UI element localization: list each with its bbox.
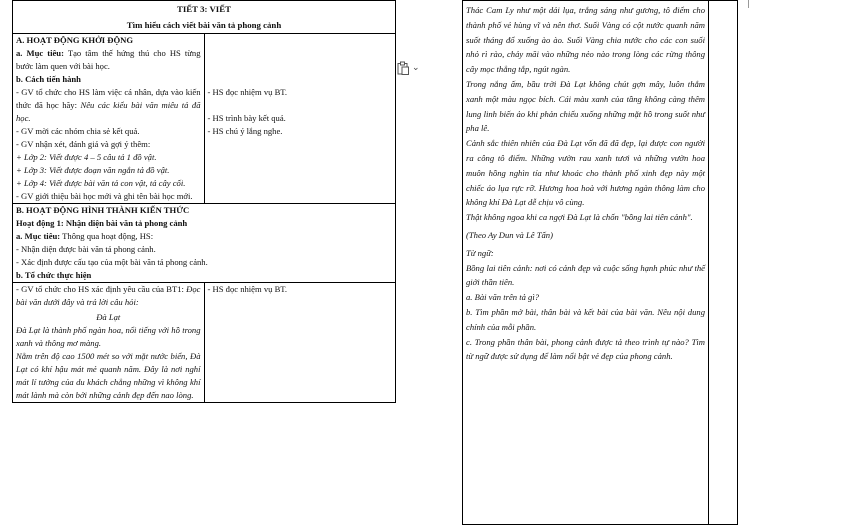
passage-author: (Theo Ay Dun và Lê Tấn)	[466, 229, 553, 240]
hint-grade-2: + Lớp 2: Viết được 4 – 5 câu tả 1 đồ vật.	[16, 152, 157, 162]
question-c: c. Trong phần thân bài, phong cảnh được tả theo trình tự nào? Tìm từ ngữ được sử dụng để làm nổi bật vẻ đẹp của phong cảnh.	[466, 336, 705, 362]
step-1	[16, 86, 201, 125]
passage-continued-cell	[463, 1, 709, 525]
chevron-down-icon: ⌄	[412, 63, 420, 73]
lesson-title: TIẾT 3: VIẾT	[177, 4, 231, 14]
passage-paragraph-5: Cảnh sắc thiên nhiên của Đà Lạt vốn đã đã đẹp, lại được con người ra công tô điểm. Những vườn rau xanh tươi và những vườn hoa muôn hồng nghìn tía như khoác cho thành phố xinh đẹp này một chiếc áo lụa rực rỡ. Hương hoa hoà với hương ngàn thông làm cho không khí Đà Lạt dễ chịu vô cùng.	[466, 138, 705, 208]
lesson-plan-table	[12, 0, 396, 403]
intro-new-lesson: - GV giới thiệu bài học mới và ghi tên bài học mới.	[16, 191, 193, 201]
task-text-main: - GV tổ chức cho HS xác định yêu cầu của BT1:	[16, 284, 187, 294]
passage-paragraph-3: Thác Cam Ly như một dải lụa, trắng sáng như gương, tô điểm cho thành phố vẻ hùng vĩ và nên thơ. Suối Vàng có cột nước quanh năm suốt tháng đổ xuống ào ào. Suối Vàng chia nước cho các con suối nhỏ rì rào, chảy mãi vào những nẻo nào trong lòng các rừng thông cây mọc thẳng tắp, ngút ngàn.	[466, 5, 705, 75]
left-page	[12, 0, 396, 525]
teacher-column-2	[13, 283, 205, 403]
passage-title: Đà Lạt	[96, 312, 121, 322]
student-step-2: - HS trình bày kết quả.	[207, 113, 286, 123]
execution-heading: b. Tổ chức thực hiện	[16, 270, 92, 280]
clipboard-icon	[396, 61, 410, 75]
method-heading: b. Cách tiến hành	[16, 74, 81, 84]
goal-label: a. Mục tiêu:	[16, 48, 64, 58]
student-step-3: - HS chú ý lắng nghe.	[207, 126, 283, 136]
page-corner-mark	[748, 0, 757, 8]
passage-paragraph-4: Trong nắng ấm, bầu trời Đà Lạt không chút gợn mây, luôn thắm xanh một màu ngọc bích. Cái màu xanh của tầng không càng thêm lung linh biến ảo khi phản chiếu xuống những mặt hồ trong suốt như pha lê.	[466, 78, 705, 134]
passage-paragraph-1: Đà Lạt là thành phố ngàn hoa, nổi tiếng với hồ trong xanh và thông mơ màng.	[16, 325, 201, 348]
student-column-continued	[709, 1, 738, 525]
spacer	[208, 99, 393, 112]
hint-grade-4: + Lớp 4: Viết được bài văn tả con vật, tả cây cối.	[16, 178, 186, 188]
teacher-column	[13, 34, 205, 204]
passage-paragraph-2: Nằm trên độ cao 1500 mét so với mặt nước biển, Đà Lạt có khí hậu mát mẻ quanh năm. Đây là nơi nghỉ mát lí tưởng của du khách chẳng những vì không khí mát lành mà còn bởi những cảnh đẹp đến nao lòng.	[16, 351, 201, 400]
lesson-plan-table-continued	[462, 0, 738, 525]
step-1-text: - GV tổ chức cho HS làm việc cá nhân, dựa vào kiến thức đã học hãy:	[16, 87, 201, 110]
vocab-label: Từ ngữ:	[466, 247, 494, 258]
vocab-definition: Bồng lai tiên cảnh: nơi có cảnh đẹp và cuộc sống hạnh phúc như thế giới thần tiên.	[466, 262, 705, 288]
student-column-2	[204, 283, 396, 403]
goal-item-2: - Xác định được cấu tạo của một bài văn tả phong cảnh.	[16, 257, 208, 267]
step-2: - GV mời các nhóm chia sẻ kết quả.	[16, 126, 140, 136]
student-task: - HS đọc nhiệm vụ BT.	[207, 284, 288, 294]
right-page	[462, 0, 738, 525]
goal-label: a. Mục tiêu:	[16, 231, 61, 241]
task-text-italic: Đọc bài văn dưới đây và trả lời câu hỏi:	[16, 284, 201, 307]
goal-text: Thông qua hoạt động, HS:	[60, 231, 154, 241]
section-b-cell	[13, 204, 396, 283]
hint-grade-3: + Lớp 3: Viết được đoạn văn ngắn tả đồ vật.	[16, 165, 170, 175]
activity-1-heading: Hoạt động 1: Nhận diện bài văn tả phong cảnh	[16, 218, 188, 228]
step-3: - GV nhận xét, đánh giá và gợi ý thêm:	[16, 139, 151, 149]
question-b: b. Tìm phần mở bài, thân bài và kết bài của bài văn. Nêu nội dung chính của mỗi phần.	[466, 306, 705, 332]
lesson-subtitle: Tìm hiểu cách viết bài văn tả phong cảnh	[126, 20, 282, 30]
passage-paragraph-6: Thật không ngoa khi ca ngợi Đà Lạt là chốn "bồng lai tiên cảnh".	[466, 212, 693, 223]
a-goal	[16, 47, 201, 73]
question-a: a. Bài văn trên tả gì?	[466, 292, 540, 303]
goal-item-1: - Nhận diện được bài văn tả phong cảnh.	[16, 244, 156, 254]
paste-options-button[interactable]	[393, 58, 432, 78]
section-b-heading: B. HOẠT ĐỘNG HÌNH THÀNH KIẾN THỨC	[16, 205, 190, 215]
step-1-italic: Nêu các kiểu bài văn miêu tả đã học.	[16, 100, 201, 123]
student-step-1: - HS đọc nhiệm vụ BT.	[207, 87, 288, 97]
spacer	[208, 34, 393, 86]
b-goal	[16, 230, 392, 243]
lesson-title-cell	[13, 1, 396, 34]
task-text	[16, 283, 201, 309]
section-a-heading: A. HOẠT ĐỘNG KHỞI ĐỘNG	[16, 35, 134, 45]
student-column	[204, 34, 396, 204]
goal-text: Tạo tâm thế hứng thú cho HS từng bước làm quen với bài học.	[16, 48, 201, 71]
